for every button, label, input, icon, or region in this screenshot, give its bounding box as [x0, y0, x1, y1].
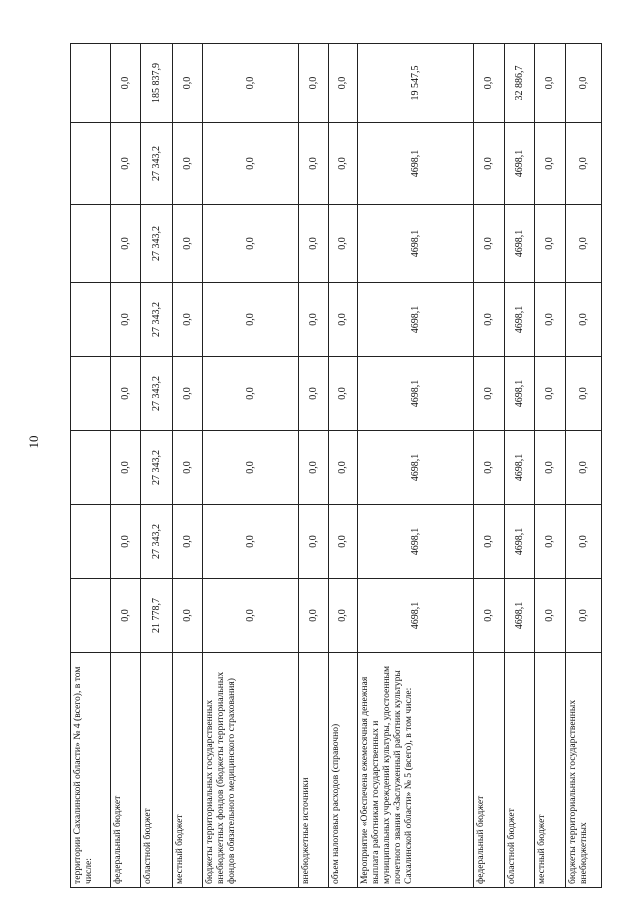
value-cell: 4698,1 — [358, 431, 474, 505]
value-cell: 0,0 — [474, 123, 505, 205]
value-cell: 0,0 — [203, 283, 299, 357]
value-cell: 0,0 — [474, 283, 505, 357]
value-cell: 0,0 — [299, 44, 329, 123]
table-row — [203, 44, 299, 888]
value-cell: 0,0 — [566, 205, 602, 283]
table-row — [566, 44, 602, 888]
budget-table — [70, 43, 602, 888]
value-cell: 0,0 — [111, 579, 141, 653]
value-cell: 4698,1 — [358, 205, 474, 283]
row-label: внебюджетные источники — [299, 653, 329, 888]
value-cell: 0,0 — [329, 579, 358, 653]
value-cell: 0,0 — [203, 205, 299, 283]
value-cell: 0,0 — [329, 431, 358, 505]
value-cell: 0,0 — [535, 357, 566, 431]
table-row — [71, 44, 111, 888]
value-cell: 0,0 — [535, 283, 566, 357]
value-cell: 0,0 — [566, 505, 602, 579]
table-row — [535, 44, 566, 888]
value-cell: 0,0 — [535, 505, 566, 579]
value-cell: 0,0 — [299, 505, 329, 579]
value-cell: 0,0 — [299, 205, 329, 283]
value-cell: 4698,1 — [505, 205, 535, 283]
value-cell: 4698,1 — [358, 505, 474, 579]
row-label: местный бюджет — [535, 653, 566, 888]
value-cell: 0,0 — [474, 431, 505, 505]
value-cell: 0,0 — [299, 123, 329, 205]
value-cell: 27 343,2 — [141, 123, 173, 205]
value-cell: 0,0 — [329, 505, 358, 579]
table-row — [299, 44, 329, 888]
value-cell: 0,0 — [173, 505, 203, 579]
value-cell: 4698,1 — [358, 357, 474, 431]
value-cell: 0,0 — [111, 123, 141, 205]
value-cell: 4698,1 — [358, 123, 474, 205]
value-cell: 4698,1 — [358, 579, 474, 653]
value-cell: 32 886,7 — [505, 44, 535, 123]
row-label: областной бюджет — [141, 653, 173, 888]
value-cell: 0,0 — [299, 283, 329, 357]
value-cell: 27 343,2 — [141, 283, 173, 357]
value-cell: 0,0 — [329, 357, 358, 431]
value-cell: 0,0 — [566, 357, 602, 431]
value-cell: 0,0 — [329, 123, 358, 205]
value-cell: 0,0 — [566, 123, 602, 205]
table-body — [71, 44, 602, 888]
row-label: федеральный бюджет — [111, 653, 141, 888]
value-cell: 0,0 — [111, 505, 141, 579]
value-cell: 0,0 — [173, 357, 203, 431]
value-cell: 0,0 — [535, 205, 566, 283]
row-label: Мероприятие «Обеспечена ежемесячная денежная выплата работникам государственных и муниципальных учреждений культуры, удостоенным почетного звания «Заслуженный работник культуры Сахалинской области» № 5 (всего), в том числе: — [358, 653, 474, 888]
value-cell: 0,0 — [535, 123, 566, 205]
value-cell — [71, 579, 111, 653]
row-label: федеральный бюджет — [474, 653, 505, 888]
value-cell: 0,0 — [299, 357, 329, 431]
value-cell — [71, 44, 111, 123]
value-cell: 0,0 — [111, 357, 141, 431]
value-cell: 0,0 — [474, 579, 505, 653]
value-cell: 0,0 — [535, 579, 566, 653]
table-row — [111, 44, 141, 888]
value-cell — [71, 283, 111, 357]
value-cell: 0,0 — [329, 44, 358, 123]
value-cell: 0,0 — [173, 283, 203, 357]
value-cell: 0,0 — [203, 505, 299, 579]
value-cell: 0,0 — [535, 44, 566, 123]
value-cell: 0,0 — [203, 44, 299, 123]
value-cell: 27 343,2 — [141, 205, 173, 283]
value-cell: 0,0 — [111, 431, 141, 505]
value-cell: 4698,1 — [505, 283, 535, 357]
value-cell: 0,0 — [474, 505, 505, 579]
value-cell — [71, 505, 111, 579]
table-row — [141, 44, 173, 888]
value-cell: 4698,1 — [505, 431, 535, 505]
value-cell — [71, 205, 111, 283]
value-cell: 0,0 — [111, 205, 141, 283]
value-cell — [71, 431, 111, 505]
value-cell: 4698,1 — [505, 505, 535, 579]
value-cell: 19 547,5 — [358, 44, 474, 123]
value-cell — [71, 123, 111, 205]
value-cell: 0,0 — [111, 283, 141, 357]
value-cell: 0,0 — [203, 357, 299, 431]
value-cell: 0,0 — [566, 431, 602, 505]
row-label: территории Сахалинской области» № 4 (всего), в том числе: — [71, 653, 111, 888]
rotated-page — [70, 44, 601, 888]
value-cell: 0,0 — [173, 579, 203, 653]
value-cell: 21 778,7 — [141, 579, 173, 653]
value-cell: 0,0 — [299, 579, 329, 653]
value-cell: 0,0 — [474, 205, 505, 283]
row-label: местный бюджет — [173, 653, 203, 888]
value-cell: 0,0 — [203, 579, 299, 653]
value-cell: 0,0 — [329, 205, 358, 283]
value-cell: 0,0 — [566, 283, 602, 357]
table-row — [329, 44, 358, 888]
value-cell: 4698,1 — [505, 579, 535, 653]
row-label: областной бюджет — [505, 653, 535, 888]
value-cell: 4698,1 — [505, 123, 535, 205]
value-cell: 0,0 — [474, 357, 505, 431]
value-cell: 27 343,2 — [141, 357, 173, 431]
value-cell: 0,0 — [566, 44, 602, 123]
value-cell: 0,0 — [173, 44, 203, 123]
row-label: бюджеты территориальных государственных внебюджетных — [566, 653, 602, 888]
row-label: бюджеты территориальных государственных внебюджетных фондов (бюджеты территориальных фондов обязательного медицинского страхования) — [203, 653, 299, 888]
value-cell: 0,0 — [173, 123, 203, 205]
table-row — [505, 44, 535, 888]
value-cell: 0,0 — [299, 431, 329, 505]
value-cell: 4698,1 — [505, 357, 535, 431]
row-label: объем налоговых расходов (справочно) — [329, 653, 358, 888]
value-cell: 185 837,9 — [141, 44, 173, 123]
value-cell: 27 343,2 — [141, 431, 173, 505]
value-cell: 0,0 — [203, 431, 299, 505]
value-cell: 0,0 — [566, 579, 602, 653]
value-cell: 0,0 — [535, 431, 566, 505]
page-number: 10 — [26, 435, 41, 449]
value-cell — [71, 357, 111, 431]
value-cell: 0,0 — [329, 283, 358, 357]
value-cell: 4698,1 — [358, 283, 474, 357]
table-row — [474, 44, 505, 888]
table-row — [358, 44, 474, 888]
table-row — [173, 44, 203, 888]
value-cell: 27 343,2 — [141, 505, 173, 579]
value-cell: 0,0 — [173, 431, 203, 505]
value-cell: 0,0 — [111, 44, 141, 123]
value-cell: 0,0 — [173, 205, 203, 283]
value-cell: 0,0 — [474, 44, 505, 123]
value-cell: 0,0 — [203, 123, 299, 205]
